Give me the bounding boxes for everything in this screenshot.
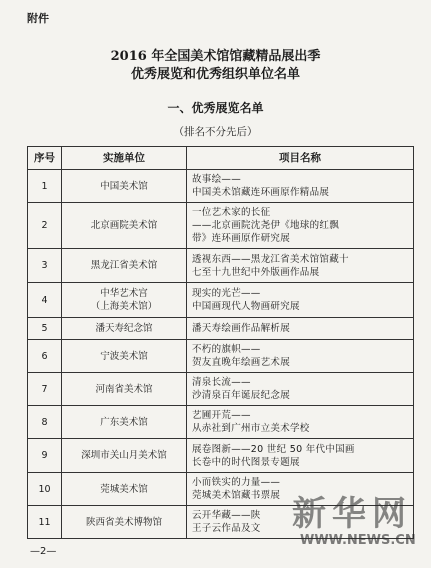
unit-line: 北京画院美术馆 <box>90 220 158 231</box>
table-row <box>28 340 414 373</box>
row-project <box>187 283 414 318</box>
project-line: 清泉长流—— <box>192 377 251 388</box>
title-line-2: 优秀展览和优秀组织单位名单 <box>130 67 300 82</box>
row-unit <box>62 318 187 340</box>
row-number: 5 <box>28 318 62 340</box>
attachment-label: 附件 <box>27 12 49 25</box>
project-line: 莞城美术馆藏书票展 <box>192 490 281 501</box>
table-row <box>28 439 414 473</box>
unit-line: 潘天寿纪念馆 <box>95 323 153 334</box>
row-unit <box>62 283 187 318</box>
section-heading: 一、优秀展览名单 <box>167 101 264 115</box>
unit-line: 广东美术馆 <box>100 416 148 428</box>
row-unit <box>62 170 187 203</box>
row-project <box>187 203 414 249</box>
project-line: 七至十九世纪中外版画作品展 <box>192 266 320 278</box>
table-row <box>28 203 414 249</box>
unit-line: 深圳市关山月美术馆 <box>81 450 167 461</box>
project-line: 长卷中的时代图景专题展 <box>192 456 300 468</box>
unit-line: 陕西省美术博物馆 <box>85 516 162 528</box>
row-number: 4 <box>28 283 62 318</box>
row-project <box>187 340 414 373</box>
table-row <box>28 406 414 439</box>
project-line: 一位艺术家的长征 <box>192 207 271 218</box>
watermark-logo: 新华网 <box>292 494 412 534</box>
header-project: 项目名称 <box>187 147 414 170</box>
project-line: 不朽的旗帜—— <box>192 344 261 355</box>
unit-line: 黑龙江省美术馆 <box>90 260 158 271</box>
project-line: 沙清泉百年诞辰纪念展 <box>192 390 291 401</box>
row-unit <box>62 203 187 249</box>
unit-line: 中华艺术宫 <box>100 288 148 299</box>
unit-line: 宁波美术馆 <box>100 350 148 362</box>
watermark-url: WWW.NEWS.CN <box>300 533 416 548</box>
project-line: 潘天寿绘画作品解析展 <box>192 323 291 334</box>
table-row <box>28 373 414 406</box>
project-line: 云开华藏——陕 <box>192 510 261 521</box>
project-line: 艺圃开荒—— <box>192 410 251 421</box>
project-line: ——北京画院沈尧伊《地球的红飘 <box>192 220 340 231</box>
row-number: 10 <box>28 473 62 506</box>
unit-line: 中国美术馆 <box>100 180 148 192</box>
project-line: 从赤社到广州市立美术学校 <box>192 423 310 434</box>
row-number: 2 <box>28 203 62 249</box>
project-line: 中国画现代人物画研究展 <box>192 301 300 312</box>
table-header-row <box>28 147 414 170</box>
unit-line: 莞城美术馆 <box>100 483 148 495</box>
table-row <box>28 283 414 318</box>
project-line: 中国美术馆藏连环画原作精品展 <box>192 187 330 198</box>
row-number: 9 <box>28 439 62 473</box>
page-number: —2— <box>30 546 57 557</box>
row-unit <box>62 373 187 406</box>
unit-line: （上海美术馆） <box>90 301 158 312</box>
header-number: 序号 <box>28 147 62 170</box>
row-project <box>187 249 414 283</box>
project-line: 故事绘—— <box>192 174 242 185</box>
header-unit: 实施单位 <box>62 147 187 170</box>
row-unit <box>62 506 187 539</box>
row-project <box>187 406 414 439</box>
unit-line: 河南省美术馆 <box>95 383 153 395</box>
row-number: 11 <box>28 506 62 539</box>
row-number: 7 <box>28 373 62 406</box>
row-number: 1 <box>28 170 62 203</box>
title-line-1: 2016 年全国美术馆馆藏精品展出季 <box>110 49 321 64</box>
row-unit <box>62 340 187 373</box>
project-line: 带》连环画原作研究展 <box>192 233 291 244</box>
row-project <box>187 170 414 203</box>
row-project <box>187 439 414 473</box>
row-number: 8 <box>28 406 62 439</box>
table-row <box>28 318 414 340</box>
row-project <box>187 373 414 406</box>
ranking-note: （排名不分先后） <box>173 126 258 138</box>
project-line: 贺友直晚年绘画艺术展 <box>192 357 291 368</box>
row-unit <box>62 439 187 473</box>
project-line: 小而铁实的力量—— <box>192 477 281 488</box>
project-line: 展卷图新——20 世纪 50 年代中国画 <box>192 443 355 455</box>
exhibition-table <box>27 146 414 539</box>
row-number: 3 <box>28 249 62 283</box>
project-line: 现实的光芒—— <box>192 288 261 299</box>
project-line: 王子云作品及文 <box>192 523 261 534</box>
table-row <box>28 170 414 203</box>
row-unit <box>62 473 187 506</box>
project-line: 透视东西——黑龙江省美术馆馆藏十 <box>192 253 349 265</box>
table-row <box>28 249 414 283</box>
row-number: 6 <box>28 340 62 373</box>
row-unit <box>62 406 187 439</box>
row-project <box>187 318 414 340</box>
row-unit <box>62 249 187 283</box>
